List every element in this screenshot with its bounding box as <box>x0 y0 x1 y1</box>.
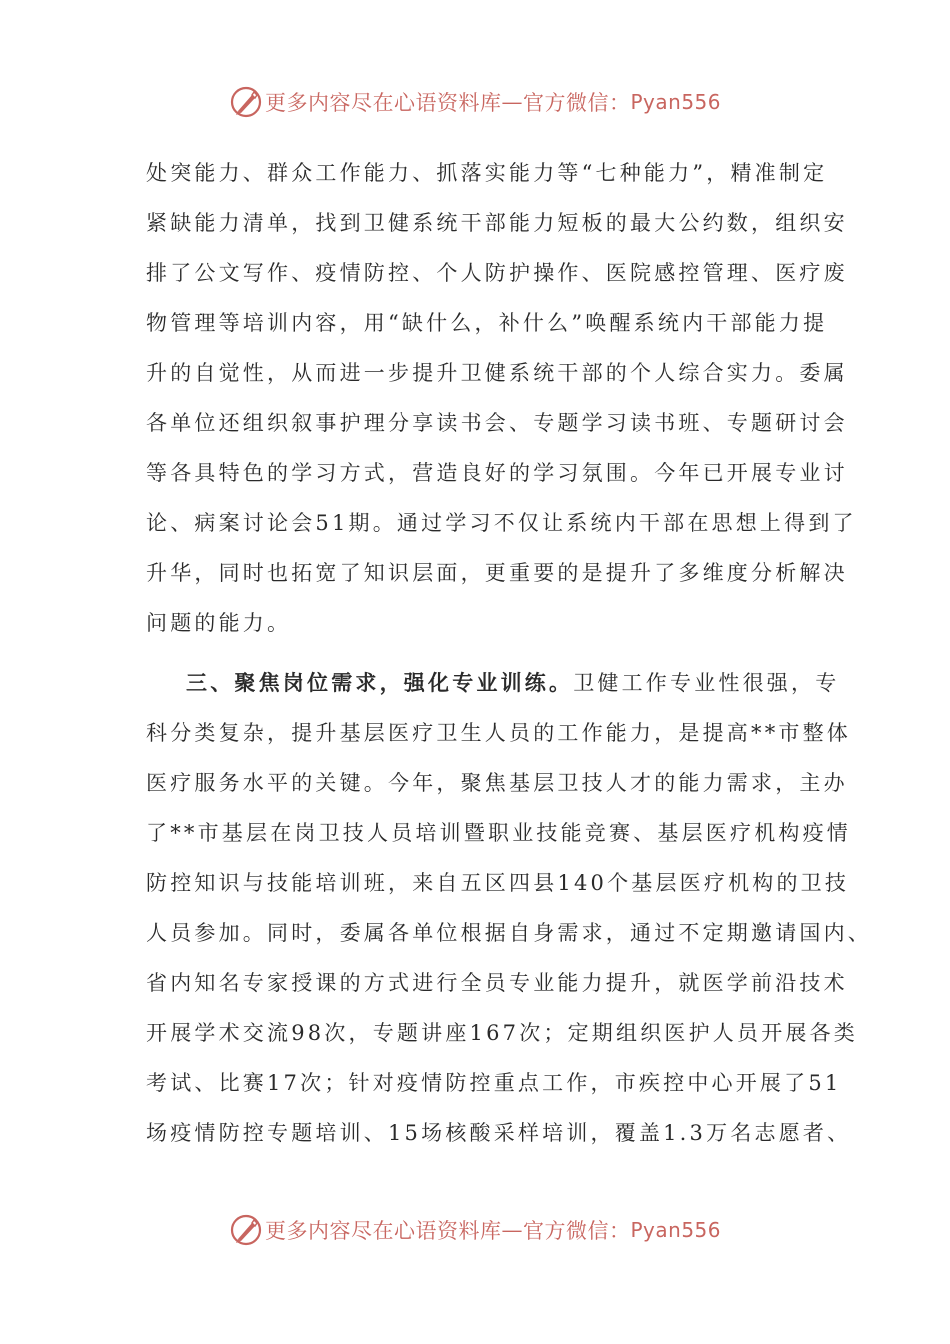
header-banner <box>0 82 950 122</box>
footer-banner <box>0 1210 950 1250</box>
header-wechat-label: 官方微信： <box>522 91 631 115</box>
paragraph-ability-training <box>146 148 857 648</box>
heading-continuation: 卫健工作专业性很强，专 <box>573 671 840 695</box>
text-line: 各单位还组织叙事护理分享读书会、专题学习读书班、专题研讨会 <box>146 411 848 435</box>
text-line: 开展学术交流98次，专题讲座167次；定期组织医护人员开展各类 <box>146 1021 859 1045</box>
text-line: 人员参加。同时，委属各单位根据自身需求，通过不定期邀请国内、 <box>146 921 872 945</box>
header-separator: — <box>501 90 523 114</box>
document-body <box>146 148 872 1158</box>
text-line: 等各具特色的学习方式，营造良好的学习氛围。今年已开展专业讨 <box>146 461 848 485</box>
pen-logo-icon <box>229 1213 263 1247</box>
text-line: 物管理等培训内容，用“缺什么，补什么”唤醒系统内干部能力提 <box>146 311 828 335</box>
header-brand: 更多内容尽在心语资料库 <box>264 91 502 115</box>
text-line: 问题的能力。 <box>146 611 292 635</box>
text-line: 场疫情防控专题培训、15场核酸采样培训，覆盖1.3万名志愿者、 <box>146 1121 852 1145</box>
text-line: 紧缺能力清单，找到卫健系统干部能力短板的最大公约数，组织安 <box>146 211 848 235</box>
text-line: 升华，同时也拓宽了知识层面，更重要的是提升了多维度分析解决 <box>146 561 848 585</box>
text-line: 科分类复杂，提升基层医疗卫生人员的工作能力，是提高**市整体 <box>146 721 851 745</box>
text-line: 省内知名专家授课的方式进行全员专业能力提升，就医学前沿技术 <box>146 971 848 995</box>
text-line: 防控知识与技能培训班，来自五区四县140个基层医疗机构的卫技 <box>146 871 850 895</box>
text-line: 升的自觉性，从而进一步提升卫健系统干部的个人综合实力。委属 <box>146 361 848 385</box>
text-line: 医疗服务水平的关键。今年，聚焦基层卫技人才的能力需求，主办 <box>146 771 848 795</box>
footer-brand: 更多内容尽在心语资料库 <box>264 1219 502 1243</box>
footer-wechat-label: 官方微信： <box>522 1219 631 1243</box>
text-line: 处突能力、群众工作能力、抓落实能力等“七种能力”，精准制定 <box>146 161 828 185</box>
text-line: 论、病案讨论会51期。通过学习不仅让系统内干部在思想上得到了 <box>146 511 857 535</box>
text-line: 排了公文写作、疫情防控、个人防护操作、医院感控管理、医疗废 <box>146 261 848 285</box>
footer-separator: — <box>501 1218 523 1242</box>
text-line: 了**市基层在岗卫技人员培训暨职业技能竞赛、基层医疗机构疫情 <box>146 821 851 845</box>
text-line: 考试、比赛17次；针对疫情防控重点工作，市疾控中心开展了51 <box>146 1071 842 1095</box>
pen-logo-icon <box>229 85 263 119</box>
header-wechat-id: Pyan556 <box>630 90 721 114</box>
section-heading: 三、聚焦岗位需求，强化专业训练。 <box>186 670 574 695</box>
paragraph-professional-training <box>146 658 872 1158</box>
text-line <box>146 658 840 708</box>
footer-wechat-id: Pyan556 <box>630 1218 721 1242</box>
